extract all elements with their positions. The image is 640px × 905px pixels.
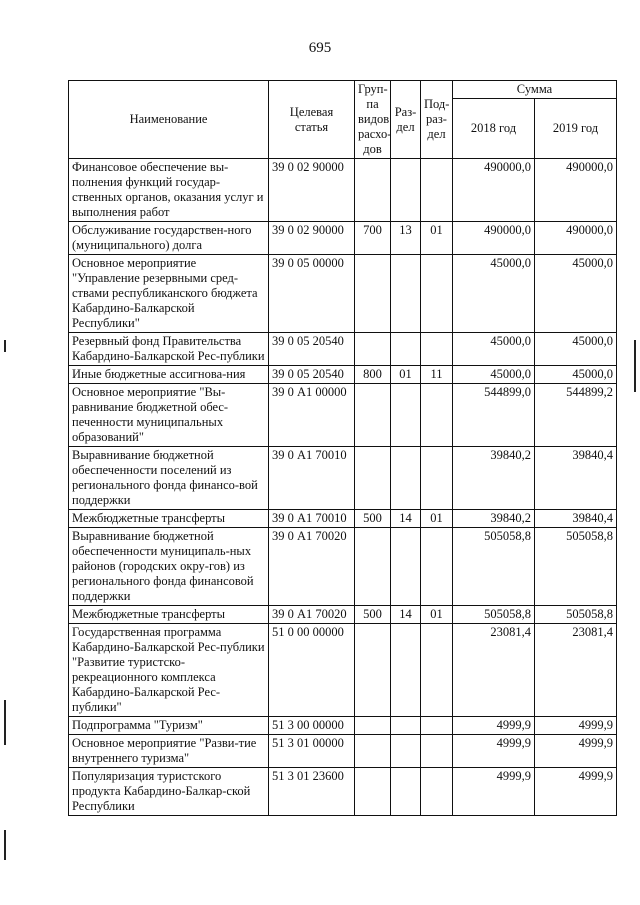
row-expense-group: 800	[355, 366, 391, 384]
row-section	[391, 735, 421, 768]
row-sum-2018: 490000,0	[453, 222, 535, 255]
row-sum-2018: 544899,0	[453, 384, 535, 447]
row-subsection: 01	[421, 222, 453, 255]
row-name: Подпрограмма "Туризм"	[69, 717, 269, 735]
row-target-code: 51 0 00 00000	[269, 624, 355, 717]
row-subsection	[421, 255, 453, 333]
row-sum-2019: 4999,9	[535, 717, 617, 735]
row-section	[391, 447, 421, 510]
row-name: Основное мероприятие "Разви-тие внутреннего туризма"	[69, 735, 269, 768]
row-name: Обслуживание государствен-ного (муниципального) долга	[69, 222, 269, 255]
margin-mark	[4, 340, 6, 352]
row-subsection: 01	[421, 606, 453, 624]
row-sum-2018: 490000,0	[453, 159, 535, 222]
row-expense-group	[355, 384, 391, 447]
row-target-code: 39 0 А1 70010	[269, 510, 355, 528]
row-subsection	[421, 447, 453, 510]
row-section	[391, 333, 421, 366]
row-name: Межбюджетные трансферты	[69, 606, 269, 624]
row-target-code: 39 0 05 20540	[269, 333, 355, 366]
table-row	[69, 255, 617, 333]
row-subsection	[421, 735, 453, 768]
row-subsection	[421, 528, 453, 606]
row-section: 01	[391, 366, 421, 384]
row-sum-2018: 39840,2	[453, 510, 535, 528]
row-sum-2019: 490000,0	[535, 222, 617, 255]
header-row	[69, 81, 617, 99]
row-expense-group: 500	[355, 606, 391, 624]
row-target-code: 39 0 05 00000	[269, 255, 355, 333]
header-section: Раз-дел	[391, 81, 421, 159]
table-row	[69, 333, 617, 366]
table-row	[69, 384, 617, 447]
row-subsection	[421, 624, 453, 717]
row-sum-2019: 505058,8	[535, 528, 617, 606]
margin-mark	[634, 340, 636, 392]
row-name: Финансовое обеспечение вы-полнения функций государ-ственных органов, оказания услуг и выполнения работ	[69, 159, 269, 222]
row-sum-2019: 4999,9	[535, 768, 617, 816]
row-sum-2018: 4999,9	[453, 768, 535, 816]
row-name: Основное мероприятие "Управление резервными сред-ствами республиканского бюджета Кабардино-Балкарской Республики"	[69, 255, 269, 333]
table-row	[69, 159, 617, 222]
row-subsection: 11	[421, 366, 453, 384]
row-target-code: 39 0 А1 70020	[269, 606, 355, 624]
row-expense-group	[355, 624, 391, 717]
header-subsection: Под-раз-дел	[421, 81, 453, 159]
row-target-code: 39 0 02 90000	[269, 222, 355, 255]
row-sum-2019: 544899,2	[535, 384, 617, 447]
row-section: 14	[391, 510, 421, 528]
row-target-code: 39 0 А1 70010	[269, 447, 355, 510]
row-expense-group	[355, 735, 391, 768]
row-section: 13	[391, 222, 421, 255]
table-row	[69, 624, 617, 717]
row-target-code: 51 3 01 23600	[269, 768, 355, 816]
row-sum-2019: 23081,4	[535, 624, 617, 717]
table-row	[69, 717, 617, 735]
row-expense-group	[355, 768, 391, 816]
row-name: Резервный фонд Правительства Кабардино-Балкарской Рес-публики	[69, 333, 269, 366]
row-section	[391, 717, 421, 735]
row-sum-2019: 45000,0	[535, 255, 617, 333]
row-sum-2018: 45000,0	[453, 255, 535, 333]
row-name: Популяризация туристского продукта Кабардино-Балкар-ской Республики	[69, 768, 269, 816]
row-name: Государственная программа Кабардино-Балкарской Рес-публики "Развитие туристско-рекреационного комплекса Кабардино-Балкарской Рес-публики"	[69, 624, 269, 717]
table-row	[69, 366, 617, 384]
row-expense-group	[355, 333, 391, 366]
row-sum-2019: 45000,0	[535, 366, 617, 384]
row-section	[391, 528, 421, 606]
row-sum-2018: 23081,4	[453, 624, 535, 717]
row-subsection: 01	[421, 510, 453, 528]
row-sum-2018: 45000,0	[453, 333, 535, 366]
row-section	[391, 768, 421, 816]
row-sum-2019: 39840,4	[535, 510, 617, 528]
row-target-code: 51 3 01 00000	[269, 735, 355, 768]
row-target-code: 39 0 02 90000	[269, 159, 355, 222]
row-target-code: 51 3 00 00000	[269, 717, 355, 735]
row-sum-2019: 4999,9	[535, 735, 617, 768]
header-year-2019: 2019 год	[535, 99, 617, 159]
row-subsection	[421, 717, 453, 735]
row-section	[391, 159, 421, 222]
row-expense-group	[355, 528, 391, 606]
row-subsection	[421, 159, 453, 222]
row-name: Иные бюджетные ассигнова-ния	[69, 366, 269, 384]
row-expense-group	[355, 447, 391, 510]
row-expense-group: 700	[355, 222, 391, 255]
row-target-code: 39 0 А1 70020	[269, 528, 355, 606]
row-sum-2018: 4999,9	[453, 717, 535, 735]
table-row	[69, 606, 617, 624]
row-sum-2019: 490000,0	[535, 159, 617, 222]
header-group: Груп-па видов расхо-дов	[355, 81, 391, 159]
row-name: Основное мероприятие "Вы-равнивание бюджетной обес-печенности муниципальных образований"	[69, 384, 269, 447]
row-subsection	[421, 384, 453, 447]
row-sum-2018: 505058,8	[453, 606, 535, 624]
row-target-code: 39 0 05 20540	[269, 366, 355, 384]
row-name: Межбюджетные трансферты	[69, 510, 269, 528]
row-section	[391, 255, 421, 333]
row-name: Выравнивание бюджетной обеспеченности поселений из регионального фонда финансо-вой поддержки	[69, 447, 269, 510]
row-sum-2018: 39840,2	[453, 447, 535, 510]
page-number: 695	[308, 40, 332, 56]
header-name: Наименование	[69, 81, 269, 159]
row-target-code: 39 0 А1 00000	[269, 384, 355, 447]
row-sum-2019: 505058,8	[535, 606, 617, 624]
row-expense-group	[355, 255, 391, 333]
row-sum-2018: 505058,8	[453, 528, 535, 606]
row-section: 14	[391, 606, 421, 624]
margin-mark	[4, 830, 6, 860]
row-expense-group: 500	[355, 510, 391, 528]
row-section	[391, 384, 421, 447]
row-subsection	[421, 768, 453, 816]
table-row	[69, 768, 617, 816]
table-row	[69, 222, 617, 255]
budget-table	[68, 80, 617, 816]
row-sum-2019: 39840,4	[535, 447, 617, 510]
table-row	[69, 528, 617, 606]
table-row	[69, 735, 617, 768]
margin-mark	[4, 700, 6, 745]
header-sum: Сумма	[453, 81, 617, 99]
row-sum-2018: 4999,9	[453, 735, 535, 768]
table-row	[69, 510, 617, 528]
row-name: Выравнивание бюджетной обеспеченности муниципаль-ных районов (городских окру-гов) из регионального фонда финансовой поддержки	[69, 528, 269, 606]
row-expense-group	[355, 159, 391, 222]
row-sum-2018: 45000,0	[453, 366, 535, 384]
row-subsection	[421, 333, 453, 366]
row-section	[391, 624, 421, 717]
row-expense-group	[355, 717, 391, 735]
header-year-2018: 2018 год	[453, 99, 535, 159]
table-row	[69, 447, 617, 510]
header-target: Целевая статья	[269, 81, 355, 159]
row-sum-2019: 45000,0	[535, 333, 617, 366]
